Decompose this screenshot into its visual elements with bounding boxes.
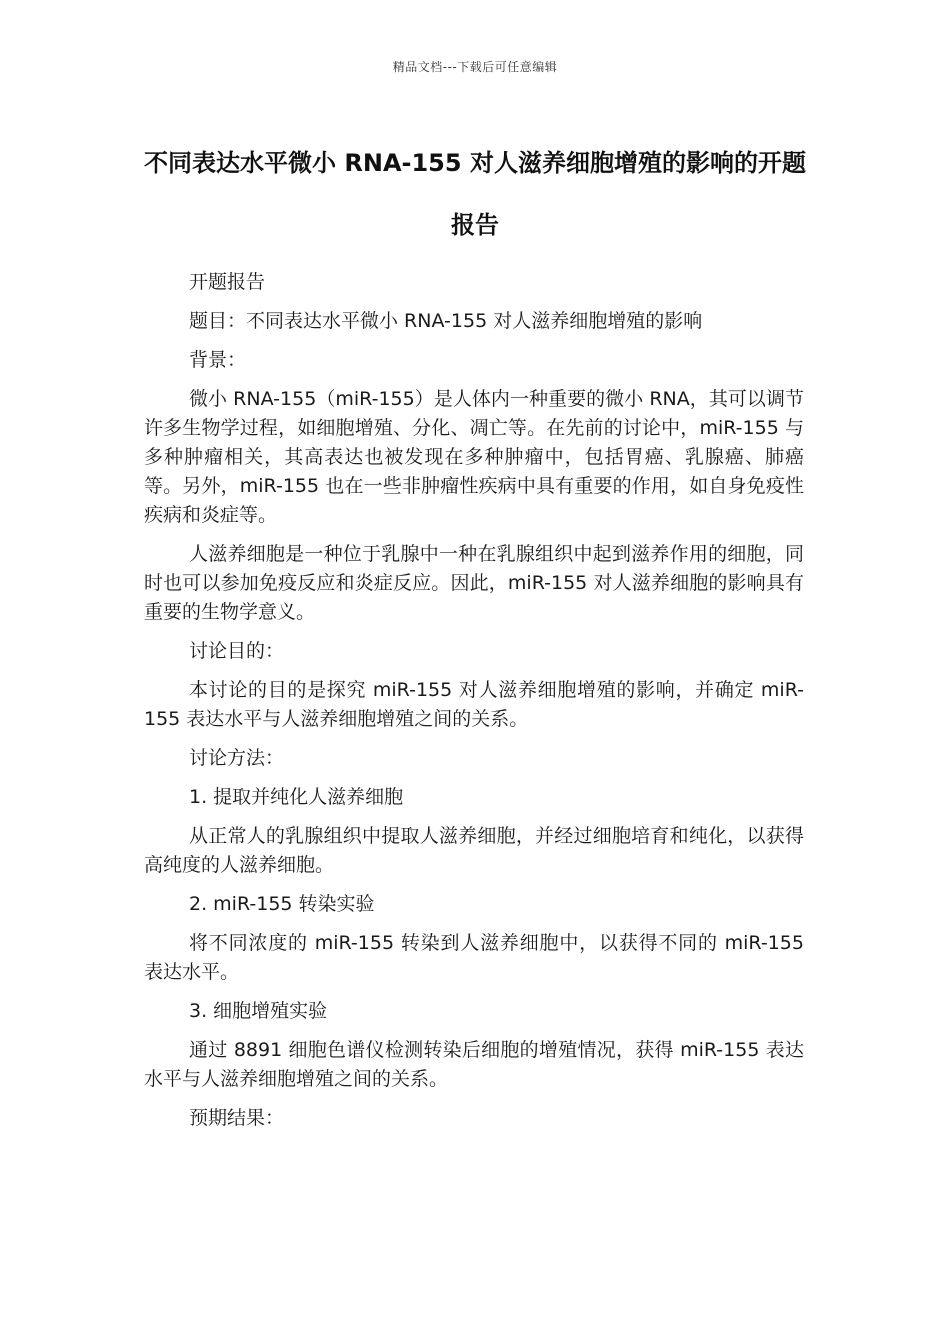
topic-line: 题目：不同表达水平微小 RNA-155 对人滋养细胞增殖的影响	[189, 310, 703, 332]
background-paragraph: 微小 RNA-155（miR-155）是人体内一种重要的微小 RNA，其可以调节许多生物学过程，如细胞增殖、分化、凋亡等。在先前的讨论中，miR-155 与多种肿瘤相关，其高表达也被发现在多种肿瘤中，包括胃癌、乳腺癌、肺癌等。另外，miR-155 也在一些非肿瘤性疾病中具有重要的作用，如自身免疫性疾病和炎症等。	[144, 388, 804, 526]
cell-description-paragraph: 人滋养细胞是一种位于乳腺中一种在乳腺组织中起到滋养作用的细胞，同时也可以参加免疫反应和炎症反应。因此，miR-155 对人滋养细胞的影响具有重要的生物学意义。	[144, 543, 804, 623]
method-step-2-detail: 将不同浓度的 miR-155 转染到人滋养细胞中，以获得不同的 miR-155 表达水平。	[144, 932, 804, 983]
methods-heading: 讨论方法：	[189, 747, 285, 769]
section-label: 开题报告	[189, 271, 266, 293]
method-step-1: 1. 提取并纯化人滋养细胞	[189, 786, 404, 808]
background-heading: 背景：	[189, 349, 247, 371]
method-step-3: 3. 细胞增殖实验	[189, 1000, 328, 1022]
header-note: 精品文档---下载后可任意编辑	[392, 60, 558, 74]
purpose-heading: 讨论目的：	[189, 640, 285, 662]
purpose-paragraph: 本讨论的目的是探究 miR-155 对人滋养细胞增殖的影响，并确定 miR-155 表达水平与人滋养细胞增殖之间的关系。	[144, 679, 804, 730]
method-step-2: 2. miR-155 转染实验	[189, 893, 375, 915]
document-title: 不同表达水平微小 RNA-155 对人滋养细胞增殖的影响的开题报告	[144, 149, 806, 239]
method-step-3-detail: 通过 8891 细胞色谱仪检测转染后细胞的增殖情况，获得 miR-155 表达水平与人滋养细胞增殖之间的关系。	[144, 1039, 804, 1090]
method-step-1-detail: 从正常人的乳腺组织中提取人滋养细胞，并经过细胞培育和纯化，以获得高纯度的人滋养细胞。	[144, 825, 804, 876]
document-body	[144, 268, 804, 1143]
expected-results-heading: 预期结果：	[189, 1107, 285, 1129]
